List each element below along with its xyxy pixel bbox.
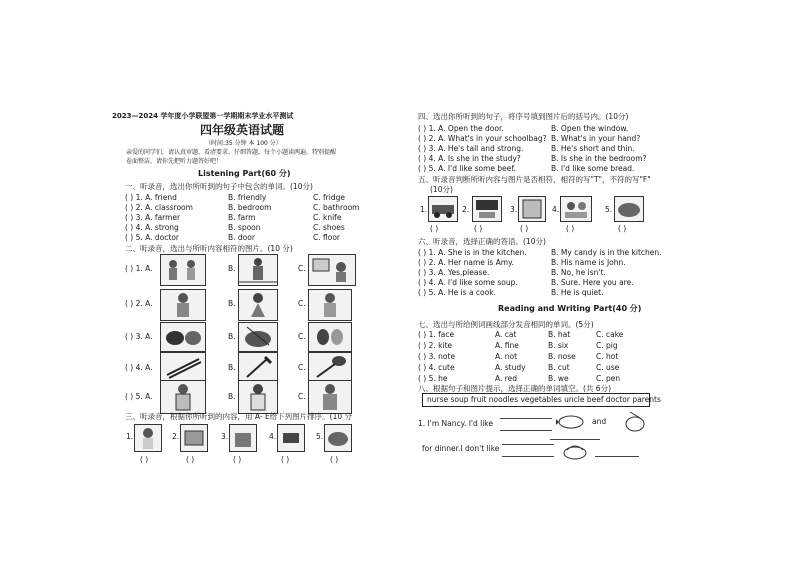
s5-blank-1: ( ) <box>430 224 439 233</box>
s1-q2-c: C. bathroom <box>313 203 360 212</box>
picture-soup-pot <box>624 408 646 434</box>
s2-q3-label: ( ) 3. A. <box>125 332 153 341</box>
s7-q5-b: B. we <box>548 374 569 383</box>
s3-blank-3: ( ) <box>233 455 242 464</box>
s6-q1-a: ( ) 1. A. She is in the kitchen. <box>418 248 527 257</box>
s4-q4-b: B. Is she in the bedroom? <box>551 154 647 163</box>
s6-q2-b: B. His name is John. <box>551 258 626 267</box>
s1-q1-b: B. friendly <box>228 193 267 202</box>
s7-q4-a: A. study <box>495 363 526 372</box>
s2-q5-b: B. <box>228 392 236 401</box>
s2-q1-label: ( ) 1. A. <box>125 264 153 273</box>
s7-q3-c: C. hot <box>596 352 619 361</box>
s1-q4-b: B. spoon <box>228 223 261 232</box>
s1-q3: ( ) 3. A. farmer <box>125 213 181 222</box>
s1-q3-b: B. farm <box>228 213 256 222</box>
picture-bag <box>229 424 257 452</box>
s7-q4-c: C. use <box>596 363 620 372</box>
s7-q1-b: B. hat <box>548 330 571 339</box>
exam-title: 四年级英语试题 <box>200 123 285 137</box>
s1-q4: ( ) 4. A. strong <box>125 223 179 232</box>
answer-blank-6[interactable] <box>595 456 639 457</box>
picture-spoon <box>308 352 352 382</box>
picture-eggs <box>308 322 352 352</box>
s5-blank-3: ( ) <box>520 224 529 233</box>
picture-classroom <box>472 196 502 222</box>
s7-q1-c: C. cake <box>596 330 624 339</box>
s1-q5-b: B. door <box>228 233 255 242</box>
s7-q5-c: C. pen <box>596 374 621 383</box>
s3-blank-1: ( ) <box>140 455 149 464</box>
picture-phone <box>277 424 305 452</box>
s6-q2-a: ( ) 2. A. Her name is Amy. <box>418 258 514 267</box>
s6-q4-b: B. Sure. Here you are. <box>551 278 634 287</box>
answer-blank-2[interactable] <box>500 430 552 431</box>
s3-blank-2: ( ) <box>186 455 195 464</box>
s2-q2-b: B. <box>228 299 236 308</box>
picture-book <box>180 424 208 452</box>
listening-part-heading: Listening Part(60 分) <box>198 169 291 178</box>
s1-q2-b: B. bedroom <box>228 203 272 212</box>
s7-q3-b: B. nose <box>548 352 576 361</box>
s7-q5: ( ) 5. he <box>418 374 448 383</box>
picture-man-standing <box>238 254 278 286</box>
s7-q4: ( ) 4. cute <box>418 363 455 372</box>
s1-q3-c: C. knife <box>313 213 342 222</box>
s1-q2: ( ) 2. A. classroom <box>125 203 193 212</box>
picture-kids-room <box>560 196 592 222</box>
s8-title: 八、根据句子和图片提示，选择正确的单词填空。(共 6分) <box>418 384 612 393</box>
s2-q5-label: ( ) 5. A. <box>125 392 153 401</box>
intro-line-2: 卷面整洁，请你先把听力题答好吧！ <box>126 158 223 165</box>
s5-title-score: (10分) <box>430 185 453 194</box>
s7-title: 七、选出与所给例词画线部分发音相同的单词。(5分) <box>418 320 594 329</box>
picture-food-bowl <box>324 424 352 452</box>
s7-q4-b: B. cut <box>548 363 570 372</box>
answer-blank-4[interactable] <box>502 444 554 445</box>
picture-farmer <box>308 380 352 414</box>
picture-nurse <box>160 380 206 414</box>
s8-and: and <box>592 417 607 426</box>
s6-q3-a: ( ) 3. A. Yes,please. <box>418 268 490 277</box>
s2-q1-b: B. <box>228 264 236 273</box>
s2-q1-c: C. <box>298 264 306 273</box>
s7-q2: ( ) 2. kite <box>418 341 453 350</box>
picture-people-talking <box>160 254 206 286</box>
s4-q3-a: ( ) 3. A. He's tall and strong. <box>418 144 524 153</box>
s7-q5-a: A. red <box>495 374 518 383</box>
s7-q3: ( ) 3. note <box>418 352 456 361</box>
s2-q2-label: ( ) 2. A. <box>125 299 153 308</box>
s6-q5-a: ( ) 5. A. He is a cook. <box>418 288 496 297</box>
s7-q3-a: A. not <box>495 352 518 361</box>
s1-title: 一、听录音，选出你所听到的句子中包含的单词。(10分) <box>125 182 313 191</box>
s1-q1: ( ) 1. A. friend <box>125 193 177 202</box>
answer-blank-1[interactable] <box>500 418 552 419</box>
s5-num-1: 1. <box>420 205 428 214</box>
s4-q1-b: B. Open the window. <box>551 124 629 133</box>
s7-q2-a: A. fine <box>495 341 519 350</box>
s4-q3-b: B. He's short and thin. <box>551 144 635 153</box>
s4-title: 四、选出你所听到的句子，将序号填到图片后的括号内。(10分) <box>418 112 629 121</box>
picture-chopsticks <box>160 352 206 382</box>
s7-q2-c: C. pig <box>596 341 618 350</box>
picture-fork <box>238 352 278 382</box>
picture-soup-bowl <box>614 196 644 222</box>
s2-q3-b: B. <box>228 332 236 341</box>
picture-noodles <box>562 440 588 462</box>
s8-sentence-1: 1. I'm Nancy. I'd like <box>418 419 493 428</box>
s4-q5-b: B. I'd like some bread. <box>551 164 635 173</box>
picture-fish-meat <box>556 410 586 432</box>
s2-q4-c: C. <box>298 363 306 372</box>
s4-q2-b: B. What's in your hand? <box>551 134 641 143</box>
s6-q5-b: B. He is quiet. <box>551 288 604 297</box>
s2-title: 二、听录音，选出与所听内容相符的图片。(10 分) <box>125 244 293 253</box>
time-score: （时间:35 分钟 本 100 分） <box>205 140 282 147</box>
s3-blank-4: ( ) <box>281 455 290 464</box>
exam-line: 2023—2024 学年度小学联盟第一学期期末学业水平测试 <box>112 112 294 120</box>
picture-cook <box>134 424 162 452</box>
picture-shelf <box>518 196 546 222</box>
s3-num-3: 3. <box>221 432 229 441</box>
s1-q4-c: C. shoes <box>313 223 345 232</box>
s3-num-5: 5. <box>316 432 324 441</box>
s4-q5-a: ( ) 5. A. I'd like some beef. <box>418 164 516 173</box>
s6-q3-b: B. No, he isn't. <box>551 268 606 277</box>
s2-q2-c: C. <box>298 299 306 308</box>
s2-q4-b: B. <box>228 363 236 372</box>
s3-num-2: 2. <box>172 432 180 441</box>
s4-q1-a: ( ) 1. A. Open the door. <box>418 124 504 133</box>
s3-num-1: 1. <box>126 432 134 441</box>
picture-boy <box>160 289 206 321</box>
s6-q1-b: B. My candy is in the kitchen. <box>551 248 662 257</box>
s3-blank-5: ( ) <box>330 455 339 464</box>
s7-q1: ( ) 1. face <box>418 330 455 339</box>
picture-room-scene <box>308 254 356 286</box>
s8-sentence-2: for dinner.I don't like <box>422 444 500 453</box>
picture-girl <box>238 289 278 321</box>
s2-q5-c: C. <box>298 392 306 401</box>
s5-blank-2: ( ) <box>474 224 483 233</box>
s2-q4-label: ( ) 4. A. <box>125 363 153 372</box>
picture-plate-food <box>160 322 206 352</box>
s3-num-4: 4. <box>269 432 277 441</box>
reading-writing-heading: Reading and Writing Part(40 分) <box>498 304 642 313</box>
s5-blank-5: ( ) <box>618 224 627 233</box>
word-box <box>422 393 661 407</box>
s1-q5-c: C. floor <box>313 233 340 242</box>
s5-num-3: 3. <box>510 205 518 214</box>
s1-q1-c: C. fridge <box>313 193 345 202</box>
s6-title: 六、听录音，选择正确的答语。(10分) <box>418 237 546 246</box>
intro-line-1: 亲爱的同学们，请认真审题、看清要求、仔细答题，每个小题读两遍。特别提醒 <box>126 149 337 156</box>
picture-car <box>428 196 458 222</box>
s6-q4-a: ( ) 4. A. I'd like some soup. <box>418 278 518 287</box>
picture-child <box>308 289 352 321</box>
s5-title: 五、听录音判断所听内容与图片是否相符，相符的写"T"，不符的写"F" <box>418 175 651 184</box>
s5-num-5: 5. <box>605 205 613 214</box>
s7-q1-a: A. cat <box>495 330 517 339</box>
s2-q3-c: C. <box>298 332 306 341</box>
s3-title: 三、听录音，根据你所听到的内容，用 A- E给下列图片排序。(10 分 <box>125 412 353 421</box>
s1-q5: ( ) 5. A. doctor <box>125 233 180 242</box>
s4-q4-a: ( ) 4. A. Is she in the study? <box>418 154 521 163</box>
s4-q2-a: ( ) 2. A. What's in your schoolbag? <box>418 134 547 143</box>
s7-q2-b: B. six <box>548 341 569 350</box>
answer-blank-5[interactable] <box>502 456 554 457</box>
picture-bowl <box>238 322 278 352</box>
s5-num-2: 2. <box>462 205 470 214</box>
s5-num-4: 4. <box>552 205 560 214</box>
word-box-text: nurse soup fruit noodles vegetables uncle beef doctor parents <box>427 395 661 404</box>
picture-doctor <box>238 380 278 414</box>
s5-blank-4: ( ) <box>566 224 575 233</box>
